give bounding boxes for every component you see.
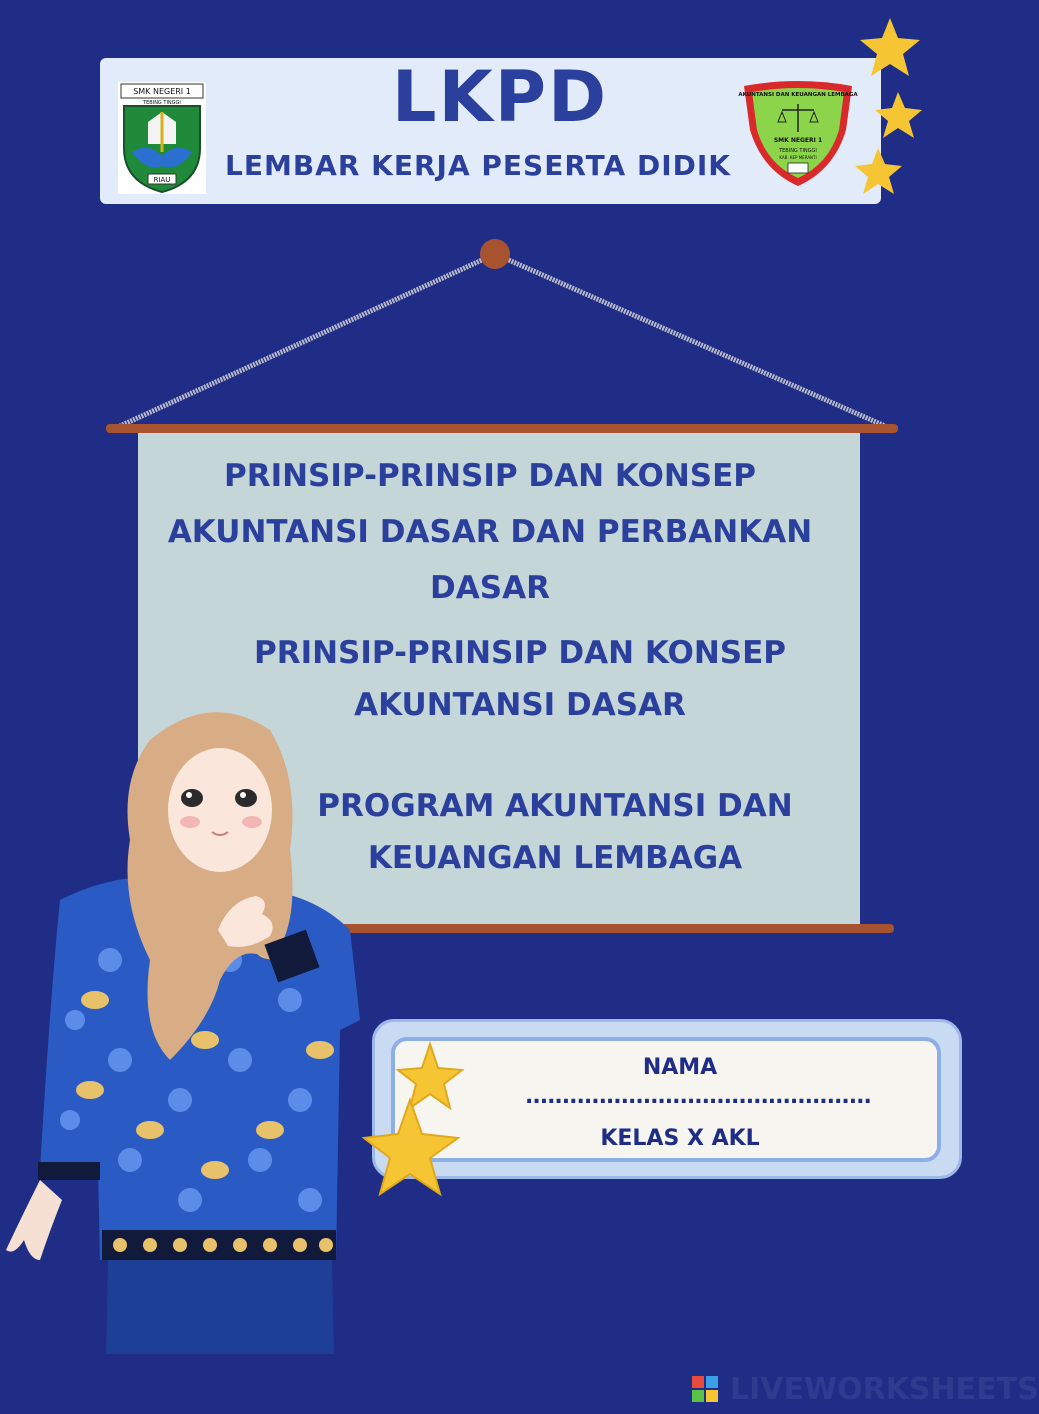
page-title: LKPD [391, 56, 609, 138]
main-title [140, 448, 840, 616]
liveworksheets-logo-icon [692, 1376, 718, 1402]
svg-text:KAB. KEP MERANTI: KAB. KEP MERANTI [779, 155, 817, 160]
board-hanger [100, 230, 910, 440]
svg-text:SMK NEGERI 1: SMK NEGERI 1 [133, 87, 191, 96]
board-top-rod [106, 424, 898, 433]
watermark: LIVEWORKSHEETS [730, 1372, 1039, 1407]
svg-text:SMK NEGERI 1: SMK NEGERI 1 [773, 137, 823, 144]
main-title-line-3: DASAR [430, 570, 550, 606]
sub-title-line-2: AKUNTANSI DASAR [354, 687, 686, 723]
svg-text:TEBING TINGGI: TEBING TINGGI [143, 100, 181, 106]
teacher-illustration [0, 700, 380, 1360]
sub-title-line-1: PRINSIP-PRINSIP DAN KONSEP [253, 635, 787, 671]
star-icon [362, 1038, 472, 1208]
program-line-1: PROGRAM AKUNTANSI DAN [317, 788, 793, 824]
name-input-line[interactable]: ............................................... [525, 1084, 871, 1109]
svg-text:AKUNTANSI DAN KEUANGAN LEMBAGA: AKUNTANSI DAN KEUANGAN LEMBAGA [738, 92, 858, 98]
main-title-line-2: AKUNTANSI DASAR DAN PERBANKAN [167, 514, 813, 550]
class-label: KELAS X AKL [600, 1126, 760, 1151]
main-title-line-1: PRINSIP-PRINSIP DAN KONSEP [223, 458, 757, 494]
star-icon [850, 14, 930, 199]
name-label: NAMA [642, 1055, 718, 1080]
svg-text:RIAU: RIAU [153, 176, 171, 184]
department-emblem-icon [738, 80, 858, 188]
program-line-2: KEUANGAN LEMBAGA [367, 840, 743, 876]
svg-text:TEBING TINGGI: TEBING TINGGI [779, 148, 817, 154]
page-subtitle: LEMBAR KERJA PESERTA DIDIK [225, 149, 731, 182]
